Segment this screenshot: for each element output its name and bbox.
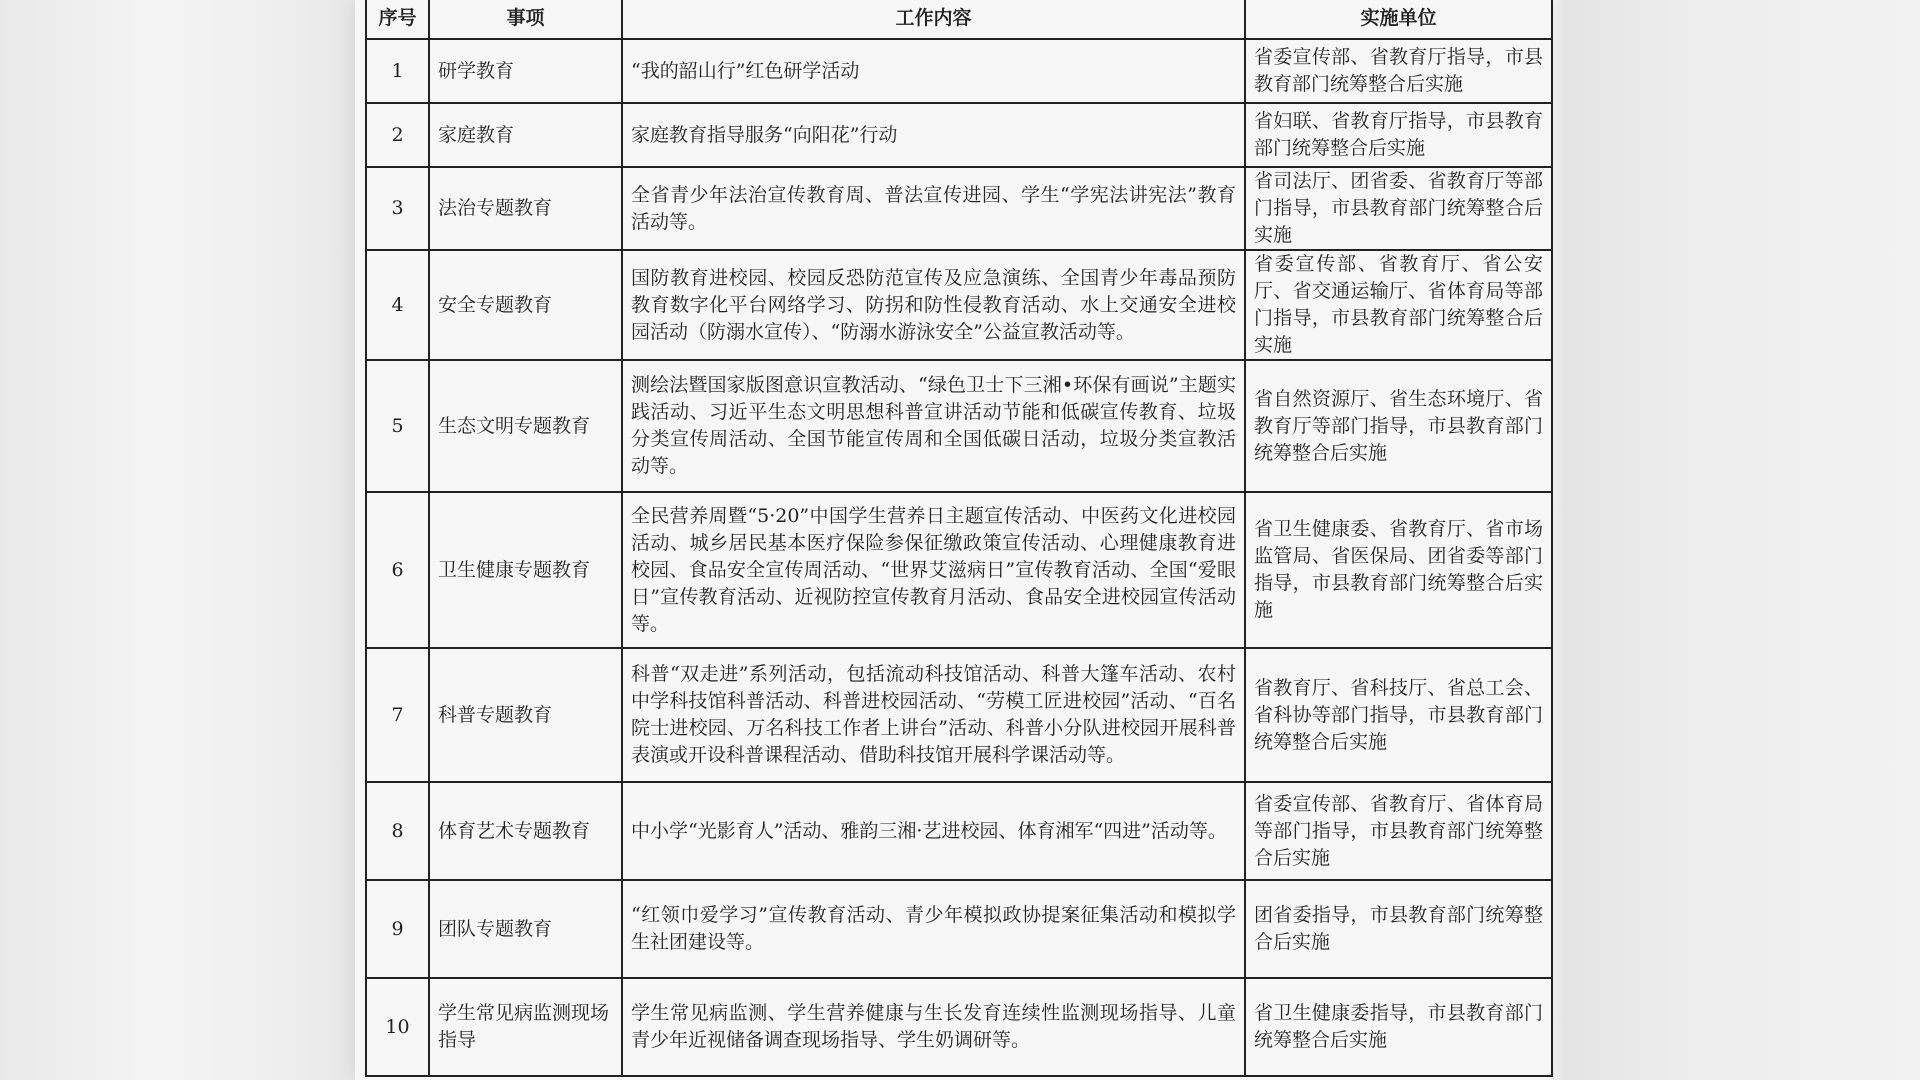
row-number: 1 [366, 39, 429, 103]
row-number: 6 [366, 492, 429, 648]
table-header-row [366, 0, 1552, 39]
row-unit: 省卫生健康委、省教育厅、省市场监管局、省医保局、团省委等部门指导，市县教育部门统筹整合后实施 [1245, 492, 1552, 648]
table-row [366, 782, 1552, 880]
row-item: 家庭教育 [429, 103, 622, 167]
row-content: 全民营养周暨“5·20”中国学生营养日主题宣传活动、中医药文化进校园活动、城乡居民基本医疗保险参保征缴政策宣传活动、心理健康教育进校园、食品安全宣传周活动、“世界艾滋病日”宣传教育活动、全国“爱眼日”宣传教育活动、近视防控宣传教育月活动、食品安全进校园宣传活动等。 [622, 492, 1245, 648]
row-content: 测绘法暨国家版图意识宣教活动、“绿色卫士下三湘•环保有画说”主题实践活动、习近平生态文明思想科普宣讲活动节能和低碳宣传教育、垃圾分类宣传周活动、全国节能宣传周和全国低碳日活动，垃圾分类宣教活动等。 [622, 360, 1245, 492]
row-item: 学生常见病监测现场指导 [429, 978, 622, 1076]
row-content: 全省青少年法治宣传教育周、普法宣传进园、学生“学宪法讲宪法”教育活动等。 [622, 167, 1245, 250]
row-item: 安全专题教育 [429, 250, 622, 360]
row-number: 9 [366, 880, 429, 978]
row-item: 卫生健康专题教育 [429, 492, 622, 648]
row-unit: 省司法厅、团省委、省教育厅等部门指导，市县教育部门统筹整合后实施 [1245, 167, 1552, 250]
table-row [366, 39, 1552, 103]
row-number: 2 [366, 103, 429, 167]
row-unit: 省教育厅、省科技厅、省总工会、省科协等部门指导，市县教育部门统筹整合后实施 [1245, 648, 1552, 782]
header-unit: 实施单位 [1245, 0, 1552, 39]
table-row [366, 880, 1552, 978]
row-content: “我的韶山行”红色研学活动 [622, 39, 1245, 103]
row-item: 研学教育 [429, 39, 622, 103]
row-unit: 省委宣传部、省教育厅、省体育局等部门指导，市县教育部门统筹整合后实施 [1245, 782, 1552, 880]
row-content: “红领巾爱学习”宣传教育活动、青少年模拟政协提案征集活动和模拟学生社团建设等。 [622, 880, 1245, 978]
table-row [366, 103, 1552, 167]
row-item: 科普专题教育 [429, 648, 622, 782]
row-content: 科普“双走进”系列活动，包括流动科技馆活动、科普大篷车活动、农村中学科技馆科普活动、科普进校园活动、“劳模工匠进校园”活动、“百名院士进校园、万名科技工作者上讲台”活动、科普小分队进校园开展科普表演或开设科普课程活动、借助科技馆开展科学课活动等。 [622, 648, 1245, 782]
row-number: 7 [366, 648, 429, 782]
table-row [366, 360, 1552, 492]
table-row [366, 492, 1552, 648]
row-content: 学生常见病监测、学生营养健康与生长发育连续性监测现场指导、儿童青少年近视储备调查现场指导、学生奶调研等。 [622, 978, 1245, 1076]
row-unit: 省委宣传部、省教育厅指导，市县教育部门统筹整合后实施 [1245, 39, 1552, 103]
row-unit: 团省委指导，市县教育部门统筹整合后实施 [1245, 880, 1552, 978]
table-row [366, 167, 1552, 250]
row-content: 国防教育进校园、校园反恐防范宣传及应急演练、全国青少年毒品预防教育数字化平台网络学习、防拐和防性侵教育活动、水上交通安全进校园活动（防溺水宣传）、“防溺水游泳安全”公益宣教活动等。 [622, 250, 1245, 360]
header-number: 序号 [366, 0, 429, 39]
row-item: 法治专题教育 [429, 167, 622, 250]
document-sheet [355, 0, 1551, 1080]
row-number: 5 [366, 360, 429, 492]
row-content: 家庭教育指导服务“向阳花”行动 [622, 103, 1245, 167]
header-content: 工作内容 [622, 0, 1245, 39]
row-unit: 省委宣传部、省教育厅、省公安厅、省交通运输厅、省体育局等部门指导，市县教育部门统筹整合后实施 [1245, 250, 1552, 360]
row-item: 生态文明专题教育 [429, 360, 622, 492]
row-unit: 省自然资源厅、省生态环境厅、省教育厅等部门指导，市县教育部门统筹整合后实施 [1245, 360, 1552, 492]
row-unit: 省卫生健康委指导，市县教育部门统筹整合后实施 [1245, 978, 1552, 1076]
row-unit: 省妇联、省教育厅指导，市县教育部门统筹整合后实施 [1245, 103, 1552, 167]
row-number: 8 [366, 782, 429, 880]
work-items-table [365, 0, 1553, 1077]
header-item: 事项 [429, 0, 622, 39]
row-item: 体育艺术专题教育 [429, 782, 622, 880]
row-number: 10 [366, 978, 429, 1076]
table-row [366, 648, 1552, 782]
row-number: 4 [366, 250, 429, 360]
row-number: 3 [366, 167, 429, 250]
table-row [366, 250, 1552, 360]
row-content: 中小学“光影育人”活动、雅韵三湘·艺进校园、体育湘军“四进”活动等。 [622, 782, 1245, 880]
row-item: 团队专题教育 [429, 880, 622, 978]
table-row [366, 978, 1552, 1076]
